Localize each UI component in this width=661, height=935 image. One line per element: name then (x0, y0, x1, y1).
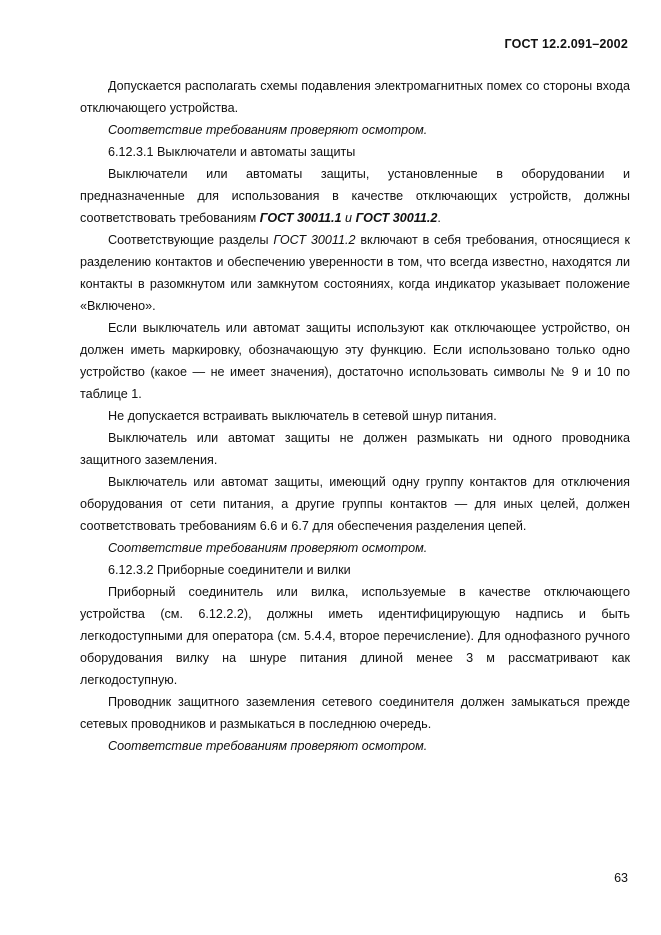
conjunction: и (341, 211, 356, 225)
paragraph-text: Соответствующие разделы (108, 233, 274, 247)
verification-note: Соответствие требованиям проверяют осмотром. (108, 123, 428, 137)
paragraph (80, 163, 630, 229)
paragraph-text: Выключатели или автоматы защиты, установленные в оборудовании и предназначенные для использования в качестве отключающих устройств, должны соответствовать требованиям (80, 167, 630, 225)
page-number: 63 (614, 871, 628, 885)
paragraph: Допускается располагать схемы подавления электромагнитных помех со стороны входа отключающего устройства. (80, 79, 630, 115)
standard-code-header: ГОСТ 12.2.091–2002 (504, 37, 628, 51)
paragraph-text: включают в себя требования, относящиеся к разделению контактов и обеспечению уверенности в том, что всегда известно, находятся ли контакты в разомкнутом или замкнутом состояниях, когда индикатор указывает положение «Включено». (80, 233, 630, 313)
paragraph: Проводник защитного заземления сетевого соединителя должен замыкаться прежде сетевых проводников и размыкаться в последнюю очередь. (80, 695, 630, 731)
standard-reference: ГОСТ 30011.2 (355, 211, 438, 225)
verification-note: Соответствие требованиям проверяют осмотром. (108, 739, 428, 753)
verification-note: Соответствие требованиям проверяют осмотром. (108, 541, 428, 555)
section-heading-6-12-3-2: 6.12.3.2 Приборные соединители и вилки (108, 563, 351, 577)
standard-reference: ГОСТ 30011.2 (273, 233, 356, 247)
paragraph: Выключатель или автомат защиты, имеющий одну группу контактов для отключения оборудования от сети питания, а другие группы контактов — для иных целей, должен соответствовать требованиям 6.6 и 6.7 для обеспечения разделения цепей. (80, 475, 630, 533)
paragraph: Не допускается встраивать выключатель в сетевой шнур питания. (108, 409, 497, 423)
paragraph: Приборный соединитель или вилка, используемые в качестве отключающего устройства (см. 6.12.2.2), должны иметь идентифицирующую надпись и быть легкодоступными для оператора (см. 5.4.4, второе перечисление). Для однофазного ручного оборудования вилку на шнуре питания длиной менее 3 м рассматривают как легкодоступную. (80, 585, 630, 687)
standard-reference: ГОСТ 30011.1 (259, 211, 342, 225)
paragraph: Выключатель или автомат защиты не должен размыкать ни одного проводника защитного заземления. (80, 431, 630, 467)
section-heading-6-12-3-1: 6.12.3.1 Выключатели и автоматы защиты (108, 145, 356, 159)
paragraph-text: . (437, 211, 441, 225)
paragraph (80, 229, 630, 317)
paragraph: Если выключатель или автомат защиты используют как отключающее устройство, он должен иметь маркировку, обозначающую эту функцию. Если использовано только одно устройство (какое — не имеет значения), достаточно использовать символы № 9 и 10 по таблице 1. (80, 321, 630, 401)
document-body (80, 75, 630, 757)
